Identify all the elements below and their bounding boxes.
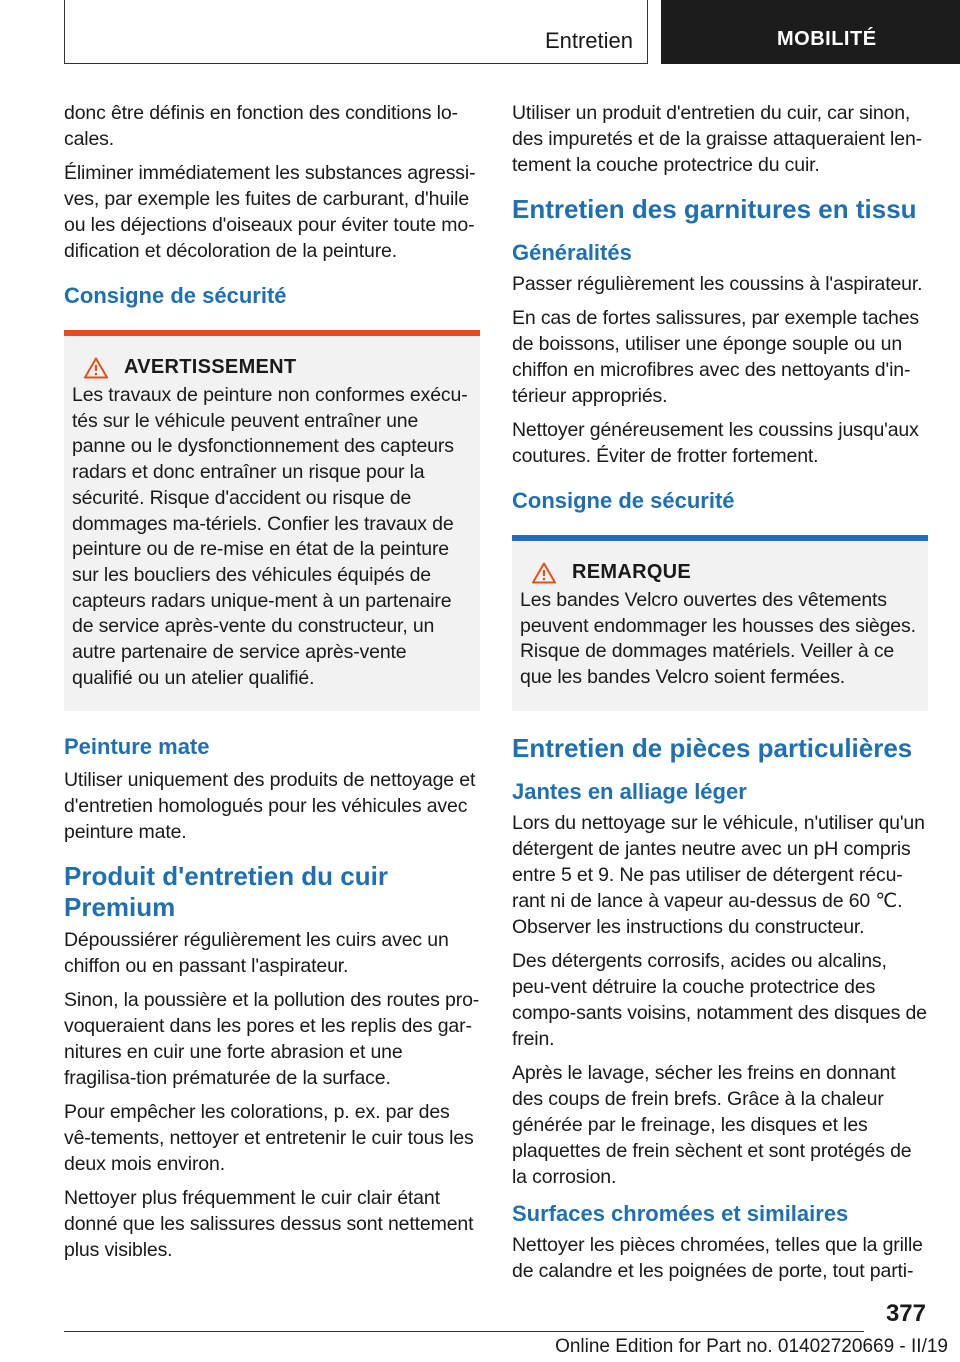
paragraph: Après le lavage, sécher les freins en donnant des coups de frein brefs. Grâce à la chaleur générée par le freinage, les disques et les plaquettes de frein sèchent et sont protégés de la corrosion. xyxy=(512,1061,912,1188)
paragraph: Dépoussiérer régulièrement les cuirs avec un chiffon ou en passant l'aspirateur. xyxy=(64,929,449,978)
note-title: REMARQUE xyxy=(572,561,692,583)
paragraph: Nettoyer généreusement les coussins jusqu'aux coutures. Éviter de frotter fortement. xyxy=(512,419,919,467)
note-title-row xyxy=(532,561,920,584)
chapter-title: Entretien xyxy=(544,28,633,53)
paragraph: En cas de fortes salissures, par exemple taches de boissons, utiliser une éponge souple ou un chiffon en microfibres avec des nettoyants d'in-térieur appropriés. xyxy=(512,307,919,407)
warning-title-row xyxy=(84,356,472,379)
safety-heading: Consigne de sécurité xyxy=(512,488,735,513)
warning-triangle-icon xyxy=(532,562,556,584)
paragraph: Nettoyer plus fréquemment le cuir clair étant donné que les salissures dessus sont nettement plus visibles. xyxy=(64,1187,474,1262)
chapter-tab xyxy=(64,0,648,64)
warning-title: AVERTISSEMENT xyxy=(124,356,297,378)
edition-text: Online Edition for Part no. 01402720669 - II/19 xyxy=(555,1336,948,1357)
paragraph: Éliminer immédiatement les substances agressi-ves, par exemple les fuites de carburant, d'huile ou les déjections d'oiseaux pour éviter toute mo-dification et décoloration de la peinture. xyxy=(64,162,476,262)
chrome-surfaces-heading: Surfaces chromées et similaires xyxy=(512,1200,849,1226)
section-tab xyxy=(661,0,960,64)
right-column xyxy=(512,100,928,1292)
paragraph: Lors du nettoyage sur le véhicule, n'utiliser qu'un détergent de jantes neutre avec un pH compris entre 5 et 9. Ne pas utiliser de détergent récu-rant ni de lance à vapeur au-dessus de 60 ℃. Observer les instructions du constructeur. xyxy=(512,811,925,938)
special-parts-heading: Entretien de pièces particulières xyxy=(512,732,913,763)
paragraph: donc être définis en fonction des conditions lo-cales. xyxy=(64,102,458,150)
paragraph: Utiliser un produit d'entretien du cuir, car sinon, des impuretés et de la graisse attaqueraient len-tement la couche protectrice du cuir. xyxy=(512,102,922,176)
safety-heading: Consigne de sécurité xyxy=(64,283,287,308)
general-heading: Généralités xyxy=(512,240,632,265)
paragraph: Nettoyer les pièces chromées, telles que la grille de calandre et les poignées de porte, tout parti- xyxy=(512,1233,923,1282)
paragraph: Pour empêcher les colorations, p. ex. par des vê-tements, nettoyer et entretenir le cuir tous les deux mois environ. xyxy=(64,1101,474,1176)
paragraph: Sinon, la poussière et la pollution des routes pro-voqueraient dans les pores et les replis des gar-nitures en cuir une forte abrasion et une fragilisa-tion prématurée de la surface. xyxy=(64,989,480,1090)
alloy-wheels-heading: Jantes en alliage léger xyxy=(512,778,747,804)
warning-text: Les travaux de peinture non conformes exécu-tés sur le véhicule peuvent entraîner une panne ou le dysfonctionnement des capteurs radars et donc entraîner un risque pour la sécurité. Risque d'accident ou risque de dommages ma-tériels. Confier les travaux de peinture ou de re-mise en état de la peinture sur les boucliers des véhicules équipés de capteurs radars unique-ment à un partenaire de service après-vente du constructeur, un autre partenaire de service après-vente qualifié ou un atelier qualifié. xyxy=(72,384,468,689)
paragraph: Utiliser uniquement des produits de nettoyage et d'entretien homologués pour les véhicules avec peinture mate. xyxy=(64,769,476,844)
matte-paint-heading: Peinture mate xyxy=(64,734,210,760)
left-column xyxy=(64,100,480,1271)
section-title: MOBILITÉ xyxy=(777,28,877,50)
warning-triangle-icon xyxy=(84,357,108,379)
note-box xyxy=(512,535,928,711)
paragraph: Passer régulièrement les coussins à l'aspirateur. xyxy=(512,273,923,295)
fabric-care-heading: Entretien des garnitures en tissu xyxy=(512,194,917,224)
warning-box xyxy=(64,330,480,711)
leather-care-heading: Produit d'entretien du cuir Premium xyxy=(64,861,388,923)
page-number: 377 xyxy=(885,1300,926,1327)
note-text: Les bandes Velcro ouvertes des vêtements peuvent endommager les housses des sièges. Risque de dommages matériels. Veiller à ce que les bandes Velcro soient fermées. xyxy=(520,589,916,689)
footer-divider xyxy=(64,1331,864,1332)
paragraph: Des détergents corrosifs, acides ou alcalins, peu-vent détruire la couche protectrice des compo-sants voisins, notamment des disques de frein. xyxy=(512,949,927,1050)
